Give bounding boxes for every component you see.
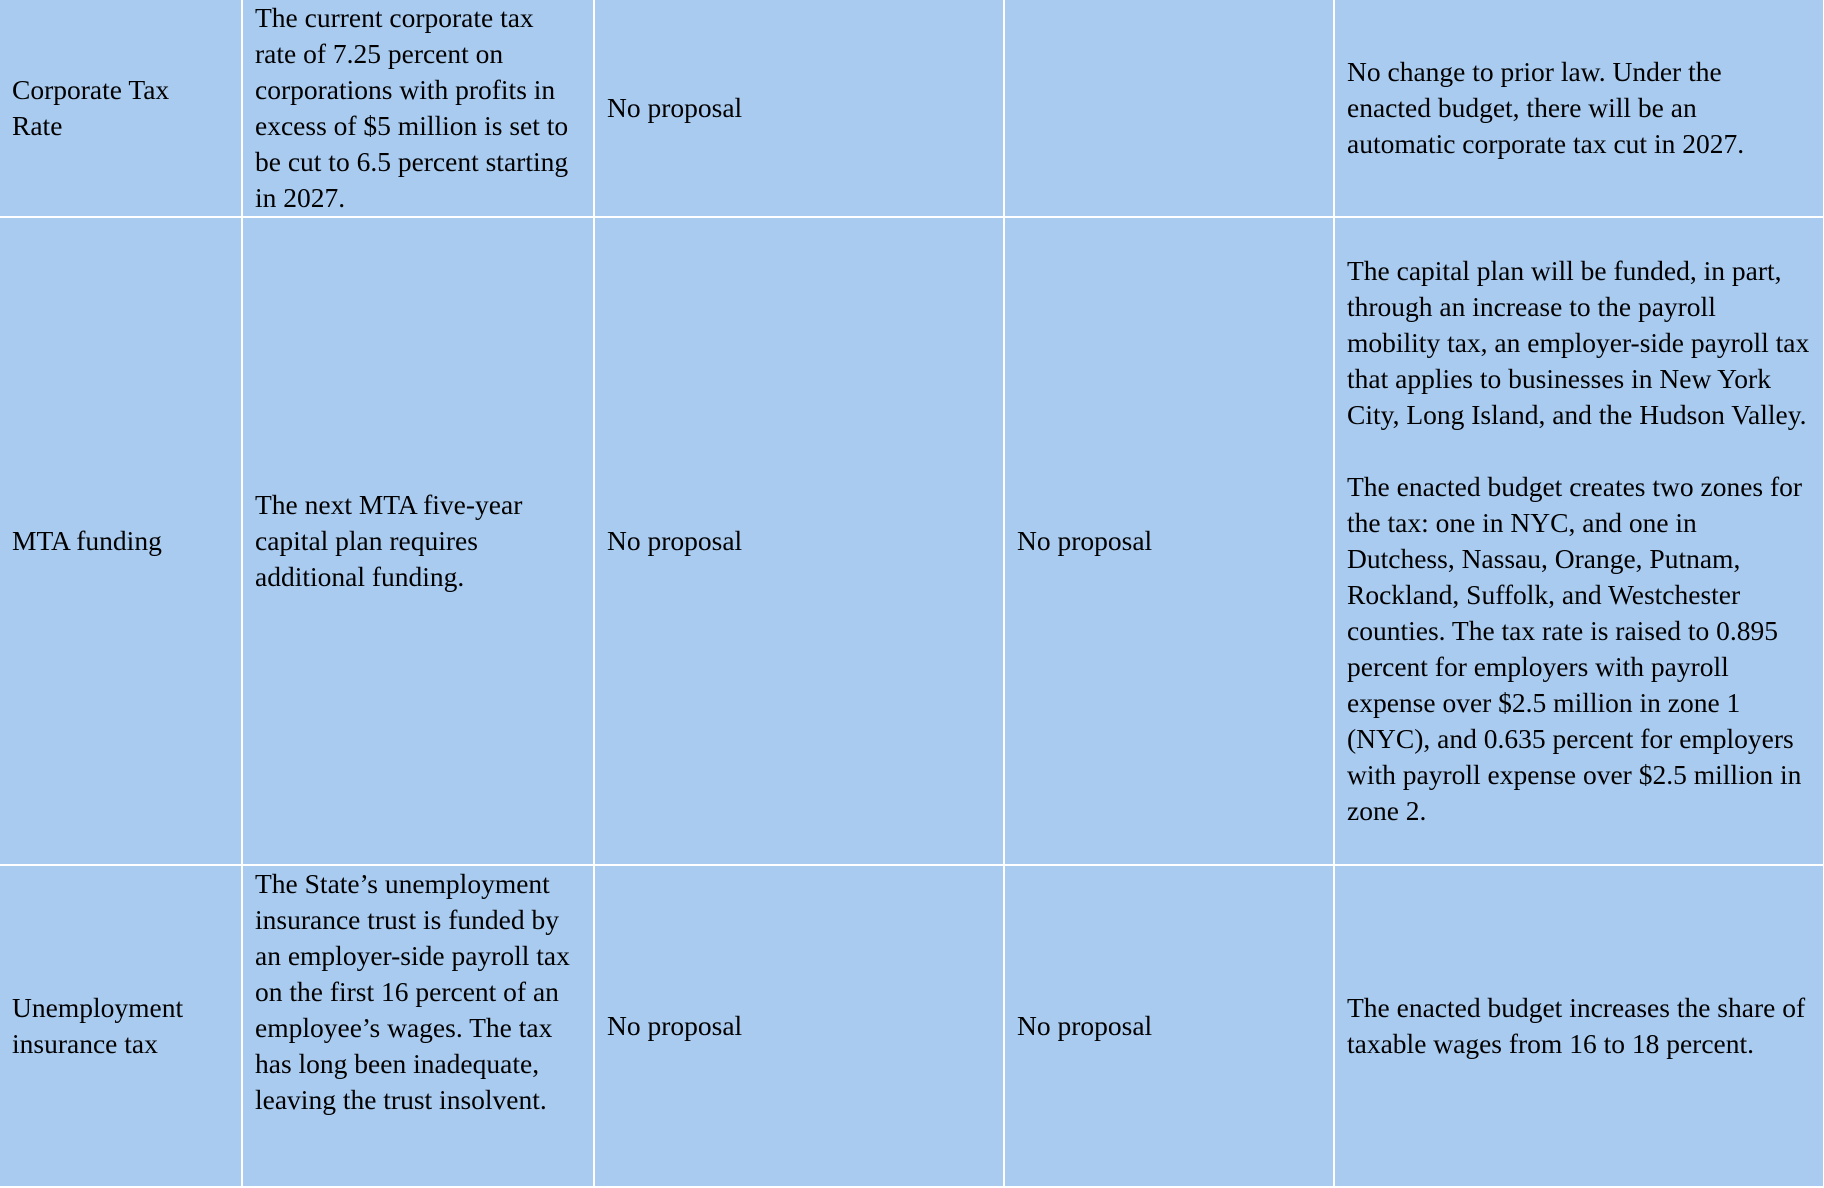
topic-cell: Unemployment insurance tax (0, 865, 242, 1187)
table-row-unemployment-insurance (0, 865, 1824, 1187)
current-law-cell: The next MTA five-year capital plan requires additional funding. (242, 217, 594, 865)
table-row-mta-funding (0, 217, 1824, 865)
enacted-budget-cell: No change to prior law. Under the enacted budget, there will be an automatic corporate tax cut in 2027. (1334, 0, 1824, 217)
topic-cell: Corporate Tax Rate (0, 0, 242, 217)
proposal-a-cell: No proposal (594, 0, 1004, 217)
enacted-budget-cell: The enacted budget increases the share of taxable wages from 16 to 18 percent. (1334, 865, 1824, 1187)
proposal-a-cell: No proposal (594, 217, 1004, 865)
current-law-cell: The current corporate tax rate of 7.25 percent on corporations with profits in excess of $5 million is set to be cut to 6.5 percent starting in 2027. (242, 0, 594, 217)
current-law-cell: The State’s unemployment insurance trust is funded by an employer-side payroll tax on the first 16 percent of an employee’s wages. The tax has long been inadequate, leaving the trust insolvent. (242, 865, 594, 1187)
table-row-corporate-tax (0, 0, 1824, 217)
topic-cell: MTA funding (0, 217, 242, 865)
enacted-budget-cell: The capital plan will be funded, in part, through an increase to the payroll mobility tax, an employer-side payroll tax that applies to businesses in New York City, Long Island, and the Hudson Valley. The enacted budget creates two zones for the tax: one in NYC, and one in Dutchess, Nassau, Orange, Putnam, Rockland, Suffolk, and Westchester counties. The tax rate is raised to 0.895 percent for employers with payroll expense over $2.5 million in zone 1 (NYC), and 0.635 percent for employers with payroll expense over $2.5 million in zone 2. (1334, 217, 1824, 865)
proposal-b-cell (1004, 0, 1334, 217)
proposal-b-cell: No proposal (1004, 217, 1334, 865)
proposal-a-cell: No proposal (594, 865, 1004, 1187)
proposal-b-cell: No proposal (1004, 865, 1334, 1187)
